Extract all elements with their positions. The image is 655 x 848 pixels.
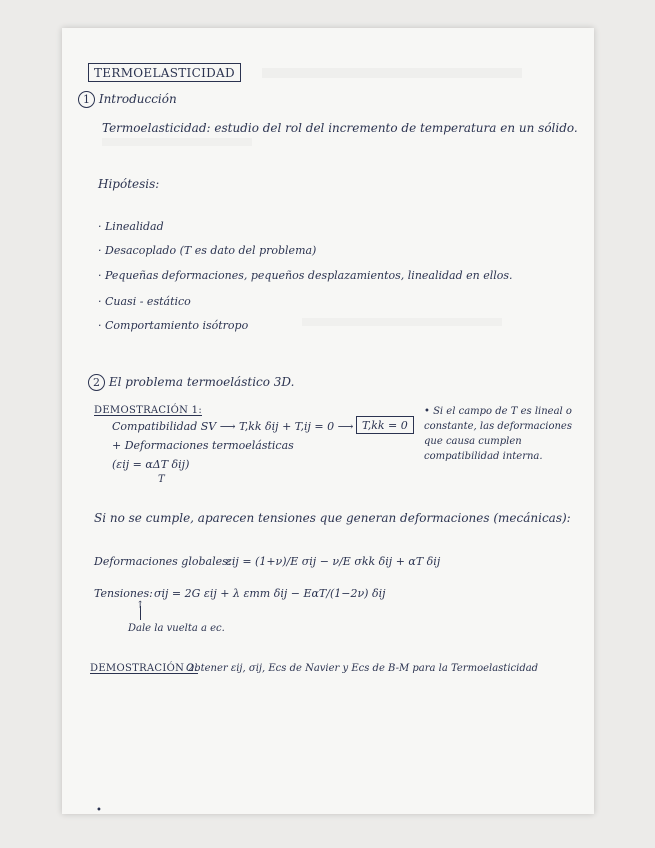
section-1-heading	[78, 91, 177, 108]
side-note-bullet: •	[424, 406, 434, 417]
demo-1-temperature-mark: T	[158, 474, 165, 485]
section-2-heading	[88, 374, 294, 391]
section-2-number: 2	[88, 374, 105, 391]
stress-note: Dale la vuelta a ec.	[128, 623, 225, 634]
stress-equation: σij = 2G εij + λ εmm δij − EαT/(1−2ν) δij	[154, 587, 386, 600]
demo-2-text: Obtener εij, σij, Ecs de Navier y Ecs de B-M para la Termoelasticidad	[186, 663, 539, 674]
bleed-through-3	[302, 318, 502, 326]
demo-1-strain-formula: (εij = αΔT δij)	[112, 458, 190, 471]
demo-1-boxed-result: T,kk = 0	[356, 416, 414, 434]
hypotheses-heading: Hipótesis:	[98, 177, 160, 191]
hypothesis-item: · Desacoplado (T es dato del problema)	[98, 244, 317, 257]
page-title: TERMOELASTICIDAD	[88, 63, 241, 82]
footer-mark: •	[96, 805, 102, 816]
arrow-up-head: ↑	[136, 600, 145, 611]
notebook-page	[62, 28, 594, 814]
stress-paragraph: Si no se cumple, aparecen tensiones que generan deformaciones (mecánicas):	[94, 511, 571, 525]
hypothesis-item: · Comportamiento isótropo	[98, 319, 249, 332]
demo-1-side-note: • Si el campo de T es lineal o constante, las deformaciones que causa cumplen compatibilidad interna.	[424, 406, 572, 462]
bleed-through-2	[102, 138, 252, 146]
demo-1-deformations: + Deformaciones termoelásticas	[112, 439, 294, 452]
hypothesis-item: · Cuasi - estático	[98, 295, 191, 308]
global-deformations-label: Deformaciones globales:	[94, 555, 232, 568]
termoelasticidad-definition: Termoelasticidad: estudio del rol del incremento de temperatura en un sólido.	[102, 121, 578, 135]
global-deformations-equation: εij = (1+ν)/E σij − ν/E σkk δij + αT δij	[226, 555, 441, 568]
section-1-number: 1	[78, 91, 95, 108]
demo-1-label: DEMOSTRACIÓN 1:	[94, 405, 202, 416]
stress-label: Tensiones:	[94, 587, 153, 600]
hypothesis-item: · Linealidad	[98, 220, 164, 233]
bleed-through-1	[262, 68, 522, 78]
section-1-title: Introducción	[98, 92, 177, 106]
demo-2-label: DEMOSTRACIÓN 2:	[90, 663, 198, 674]
demo-1-compatibility: Compatibilidad SV ⟶ T,kk δij + T,ij = 0 ⟶	[112, 420, 354, 433]
hypothesis-item: · Pequeñas deformaciones, pequeños desplazamientos, linealidad en ellos.	[98, 269, 513, 282]
section-2-title: El problema termoelástico 3D.	[108, 375, 295, 389]
